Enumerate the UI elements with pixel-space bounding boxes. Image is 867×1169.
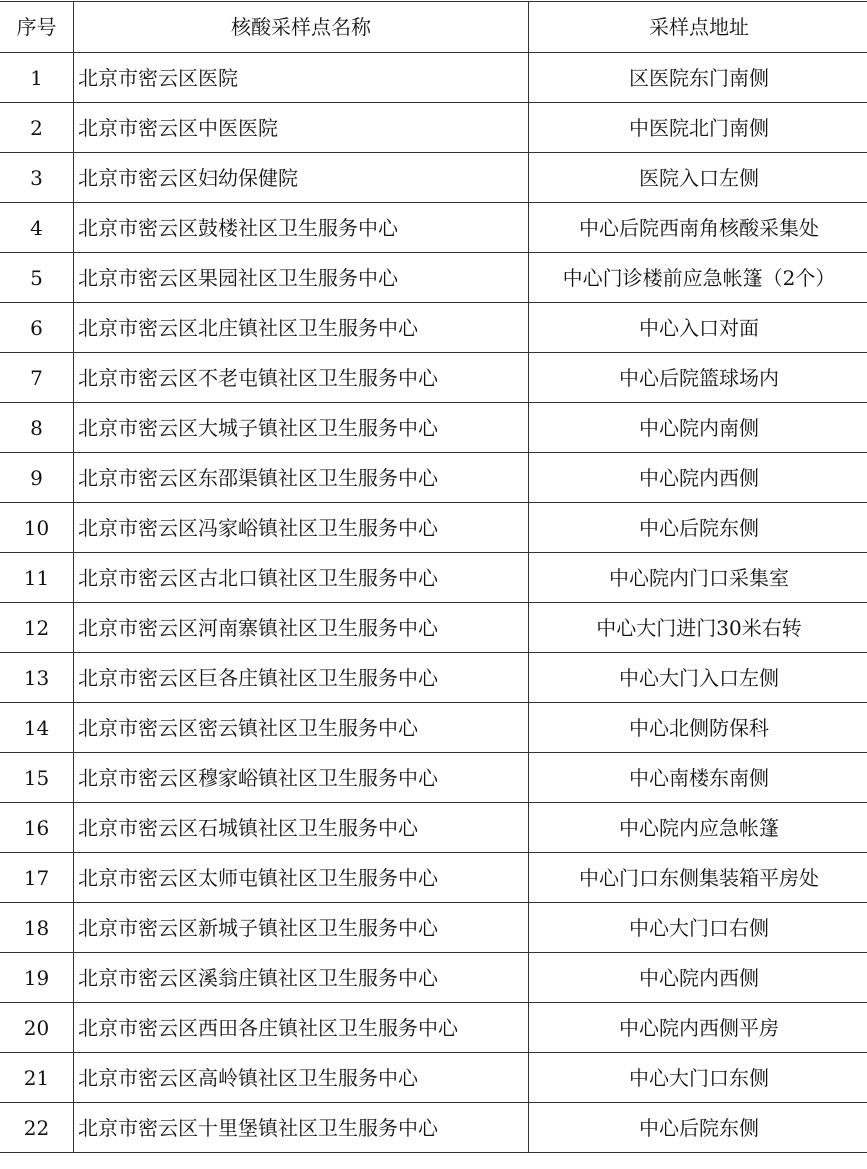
row-site-address: 中心院内门口采集室	[529, 553, 867, 603]
header-site-address: 采样点地址	[529, 2, 867, 53]
table-row	[0, 203, 867, 253]
table-body	[0, 53, 867, 1153]
row-site-name: 北京市密云区穆家峪镇社区卫生服务中心	[74, 753, 529, 803]
row-site-address: 中心大门口东侧	[529, 1053, 867, 1103]
row-site-name: 北京市密云区密云镇社区卫生服务中心	[74, 703, 529, 753]
row-site-address: 中心入口对面	[529, 303, 867, 353]
table-row	[0, 403, 867, 453]
header-index: 序号	[0, 2, 74, 53]
row-site-address: 中心后院东侧	[529, 1103, 867, 1153]
table-row	[0, 903, 867, 953]
row-index: 20	[0, 1003, 74, 1053]
table-row	[0, 103, 867, 153]
header-row	[0, 2, 867, 53]
table-header	[0, 2, 867, 53]
row-site-name: 北京市密云区十里堡镇社区卫生服务中心	[74, 1103, 529, 1153]
row-site-address: 中心院内应急帐篷	[529, 803, 867, 853]
row-site-address: 中心大门入口左侧	[529, 653, 867, 703]
row-site-address: 中心后院东侧	[529, 503, 867, 553]
row-site-address: 中心大门口右侧	[529, 903, 867, 953]
table-row	[0, 253, 867, 303]
row-index: 16	[0, 803, 74, 853]
row-index: 2	[0, 103, 74, 153]
row-site-name: 北京市密云区鼓楼社区卫生服务中心	[74, 203, 529, 253]
row-site-name: 北京市密云区中医医院	[74, 103, 529, 153]
table-row	[0, 803, 867, 853]
row-site-name: 北京市密云区妇幼保健院	[74, 153, 529, 203]
row-site-address: 中心后院篮球场内	[529, 353, 867, 403]
row-site-name: 北京市密云区巨各庄镇社区卫生服务中心	[74, 653, 529, 703]
table-row	[0, 53, 867, 103]
table-row	[0, 603, 867, 653]
row-site-address: 中心北侧防保科	[529, 703, 867, 753]
row-site-address: 中心院内西侧	[529, 453, 867, 503]
table-row	[0, 503, 867, 553]
table-row	[0, 703, 867, 753]
row-site-name: 北京市密云区高岭镇社区卫生服务中心	[74, 1053, 529, 1103]
row-site-name: 北京市密云区东邵渠镇社区卫生服务中心	[74, 453, 529, 503]
table-row	[0, 1103, 867, 1153]
row-index: 9	[0, 453, 74, 503]
row-site-address: 中心门口东侧集装箱平房处	[529, 853, 867, 903]
row-index: 1	[0, 53, 74, 103]
row-site-address: 医院入口左侧	[529, 153, 867, 203]
row-site-name: 北京市密云区医院	[74, 53, 529, 103]
row-site-address: 中心门诊楼前应急帐篷（2个）	[529, 253, 867, 303]
row-site-address: 中心院内西侧	[529, 953, 867, 1003]
row-index: 10	[0, 503, 74, 553]
row-site-name: 北京市密云区果园社区卫生服务中心	[74, 253, 529, 303]
row-site-name: 北京市密云区太师屯镇社区卫生服务中心	[74, 853, 529, 903]
sampling-sites-table	[0, 1, 867, 1153]
header-site-name: 核酸采样点名称	[74, 2, 529, 53]
row-site-address: 中心南楼东南侧	[529, 753, 867, 803]
row-index: 7	[0, 353, 74, 403]
row-site-name: 北京市密云区西田各庄镇社区卫生服务中心	[74, 1003, 529, 1053]
table-row	[0, 1053, 867, 1103]
row-site-name: 北京市密云区石城镇社区卫生服务中心	[74, 803, 529, 853]
row-index: 12	[0, 603, 74, 653]
row-index: 13	[0, 653, 74, 703]
table-row	[0, 453, 867, 503]
row-index: 18	[0, 903, 74, 953]
table-row	[0, 153, 867, 203]
row-index: 4	[0, 203, 74, 253]
row-site-name: 北京市密云区古北口镇社区卫生服务中心	[74, 553, 529, 603]
row-site-name: 北京市密云区河南寨镇社区卫生服务中心	[74, 603, 529, 653]
row-site-address: 中心后院西南角核酸采集处	[529, 203, 867, 253]
row-index: 5	[0, 253, 74, 303]
row-index: 17	[0, 853, 74, 903]
row-site-name: 北京市密云区大城子镇社区卫生服务中心	[74, 403, 529, 453]
row-index: 15	[0, 753, 74, 803]
row-site-name: 北京市密云区冯家峪镇社区卫生服务中心	[74, 503, 529, 553]
table-row	[0, 1003, 867, 1053]
row-site-name: 北京市密云区新城子镇社区卫生服务中心	[74, 903, 529, 953]
row-site-name: 北京市密云区溪翁庄镇社区卫生服务中心	[74, 953, 529, 1003]
row-index: 14	[0, 703, 74, 753]
row-site-address: 区医院东门南侧	[529, 53, 867, 103]
table-row	[0, 553, 867, 603]
row-index: 6	[0, 303, 74, 353]
row-index: 22	[0, 1103, 74, 1153]
row-index: 19	[0, 953, 74, 1003]
row-index: 3	[0, 153, 74, 203]
row-index: 8	[0, 403, 74, 453]
table-row	[0, 653, 867, 703]
row-index: 11	[0, 553, 74, 603]
row-site-name: 北京市密云区不老屯镇社区卫生服务中心	[74, 353, 529, 403]
table-row	[0, 953, 867, 1003]
table-row	[0, 853, 867, 903]
table-row	[0, 353, 867, 403]
table-row	[0, 753, 867, 803]
row-site-address: 中心大门进门30米右转	[529, 603, 867, 653]
row-site-address: 中心院内南侧	[529, 403, 867, 453]
row-index: 21	[0, 1053, 74, 1103]
row-site-address: 中心院内西侧平房	[529, 1003, 867, 1053]
table-row	[0, 303, 867, 353]
row-site-address: 中医院北门南侧	[529, 103, 867, 153]
row-site-name: 北京市密云区北庄镇社区卫生服务中心	[74, 303, 529, 353]
